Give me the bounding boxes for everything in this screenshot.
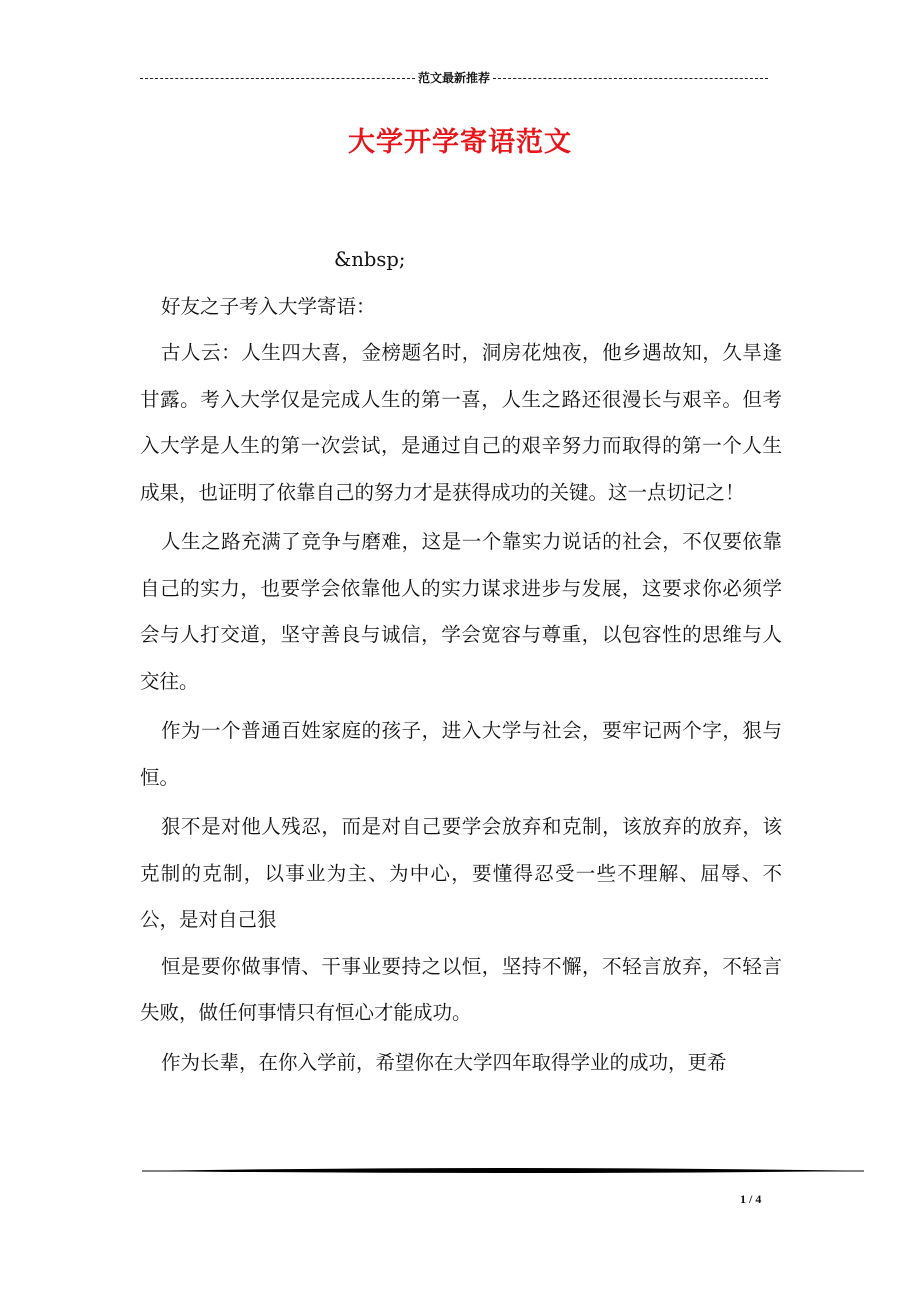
document-body (140, 237, 782, 1086)
page-number: 1 / 4 (740, 1192, 762, 1206)
nbsp-line: &nbsp; (334, 248, 406, 271)
page-header (140, 68, 768, 88)
paragraph: 狠不是对他人残忍，而是对自己要学会放弃和克制，该放弃的放弃，该克制的克制，以事业为主、为中心，要懂得忍受一些不理解、屈辱、不公，是对自己狠 (140, 815, 782, 931)
paragraph: 古人云：人生四大喜，金榜题名时，洞房花烛夜，他乡遇故知，久旱逢甘露。考入大学仅是完成人生的第一喜，人生之路还很漫长与艰辛。但考入大学是人生的第一次尝试，是通过自己的艰辛努力而取得的第一个人生成果，也证明了依靠自己的努力才是获得成功的关键。这一点切记之！ (140, 341, 782, 504)
paragraph: 好友之子考入大学寄语： (161, 294, 376, 318)
header-label: 范文最新推荐 (418, 71, 491, 85)
paragraph: 人生之路充满了竞争与磨难，这是一个靠实力说话的社会，不仅要依靠自己的实力，也要学会依靠他人的实力谋求进步与发展，这要求你必须学会与人打交道，坚守善良与诚信，学会宽容与尊重，以包容性的思维与人交往。 (140, 530, 782, 693)
header-dash-left (140, 78, 415, 79)
paragraph: 作为一个普通百姓家庭的孩子，进入大学与社会，要牢记两个字，狠与恒。 (140, 719, 782, 789)
header-dash-right (493, 78, 768, 79)
paragraph: 恒是要你做事情、干事业要持之以恒，坚持不懈，不轻言放弃，不轻言失败，做任何事情只有恒心才能成功。 (140, 954, 782, 1024)
footer-rule (142, 1166, 864, 1176)
document-title: 大学开学寄语范文 (348, 127, 572, 158)
paragraph: 作为长辈，在你入学前，希望你在大学四年取得学业的成功，更希 (161, 1050, 727, 1074)
